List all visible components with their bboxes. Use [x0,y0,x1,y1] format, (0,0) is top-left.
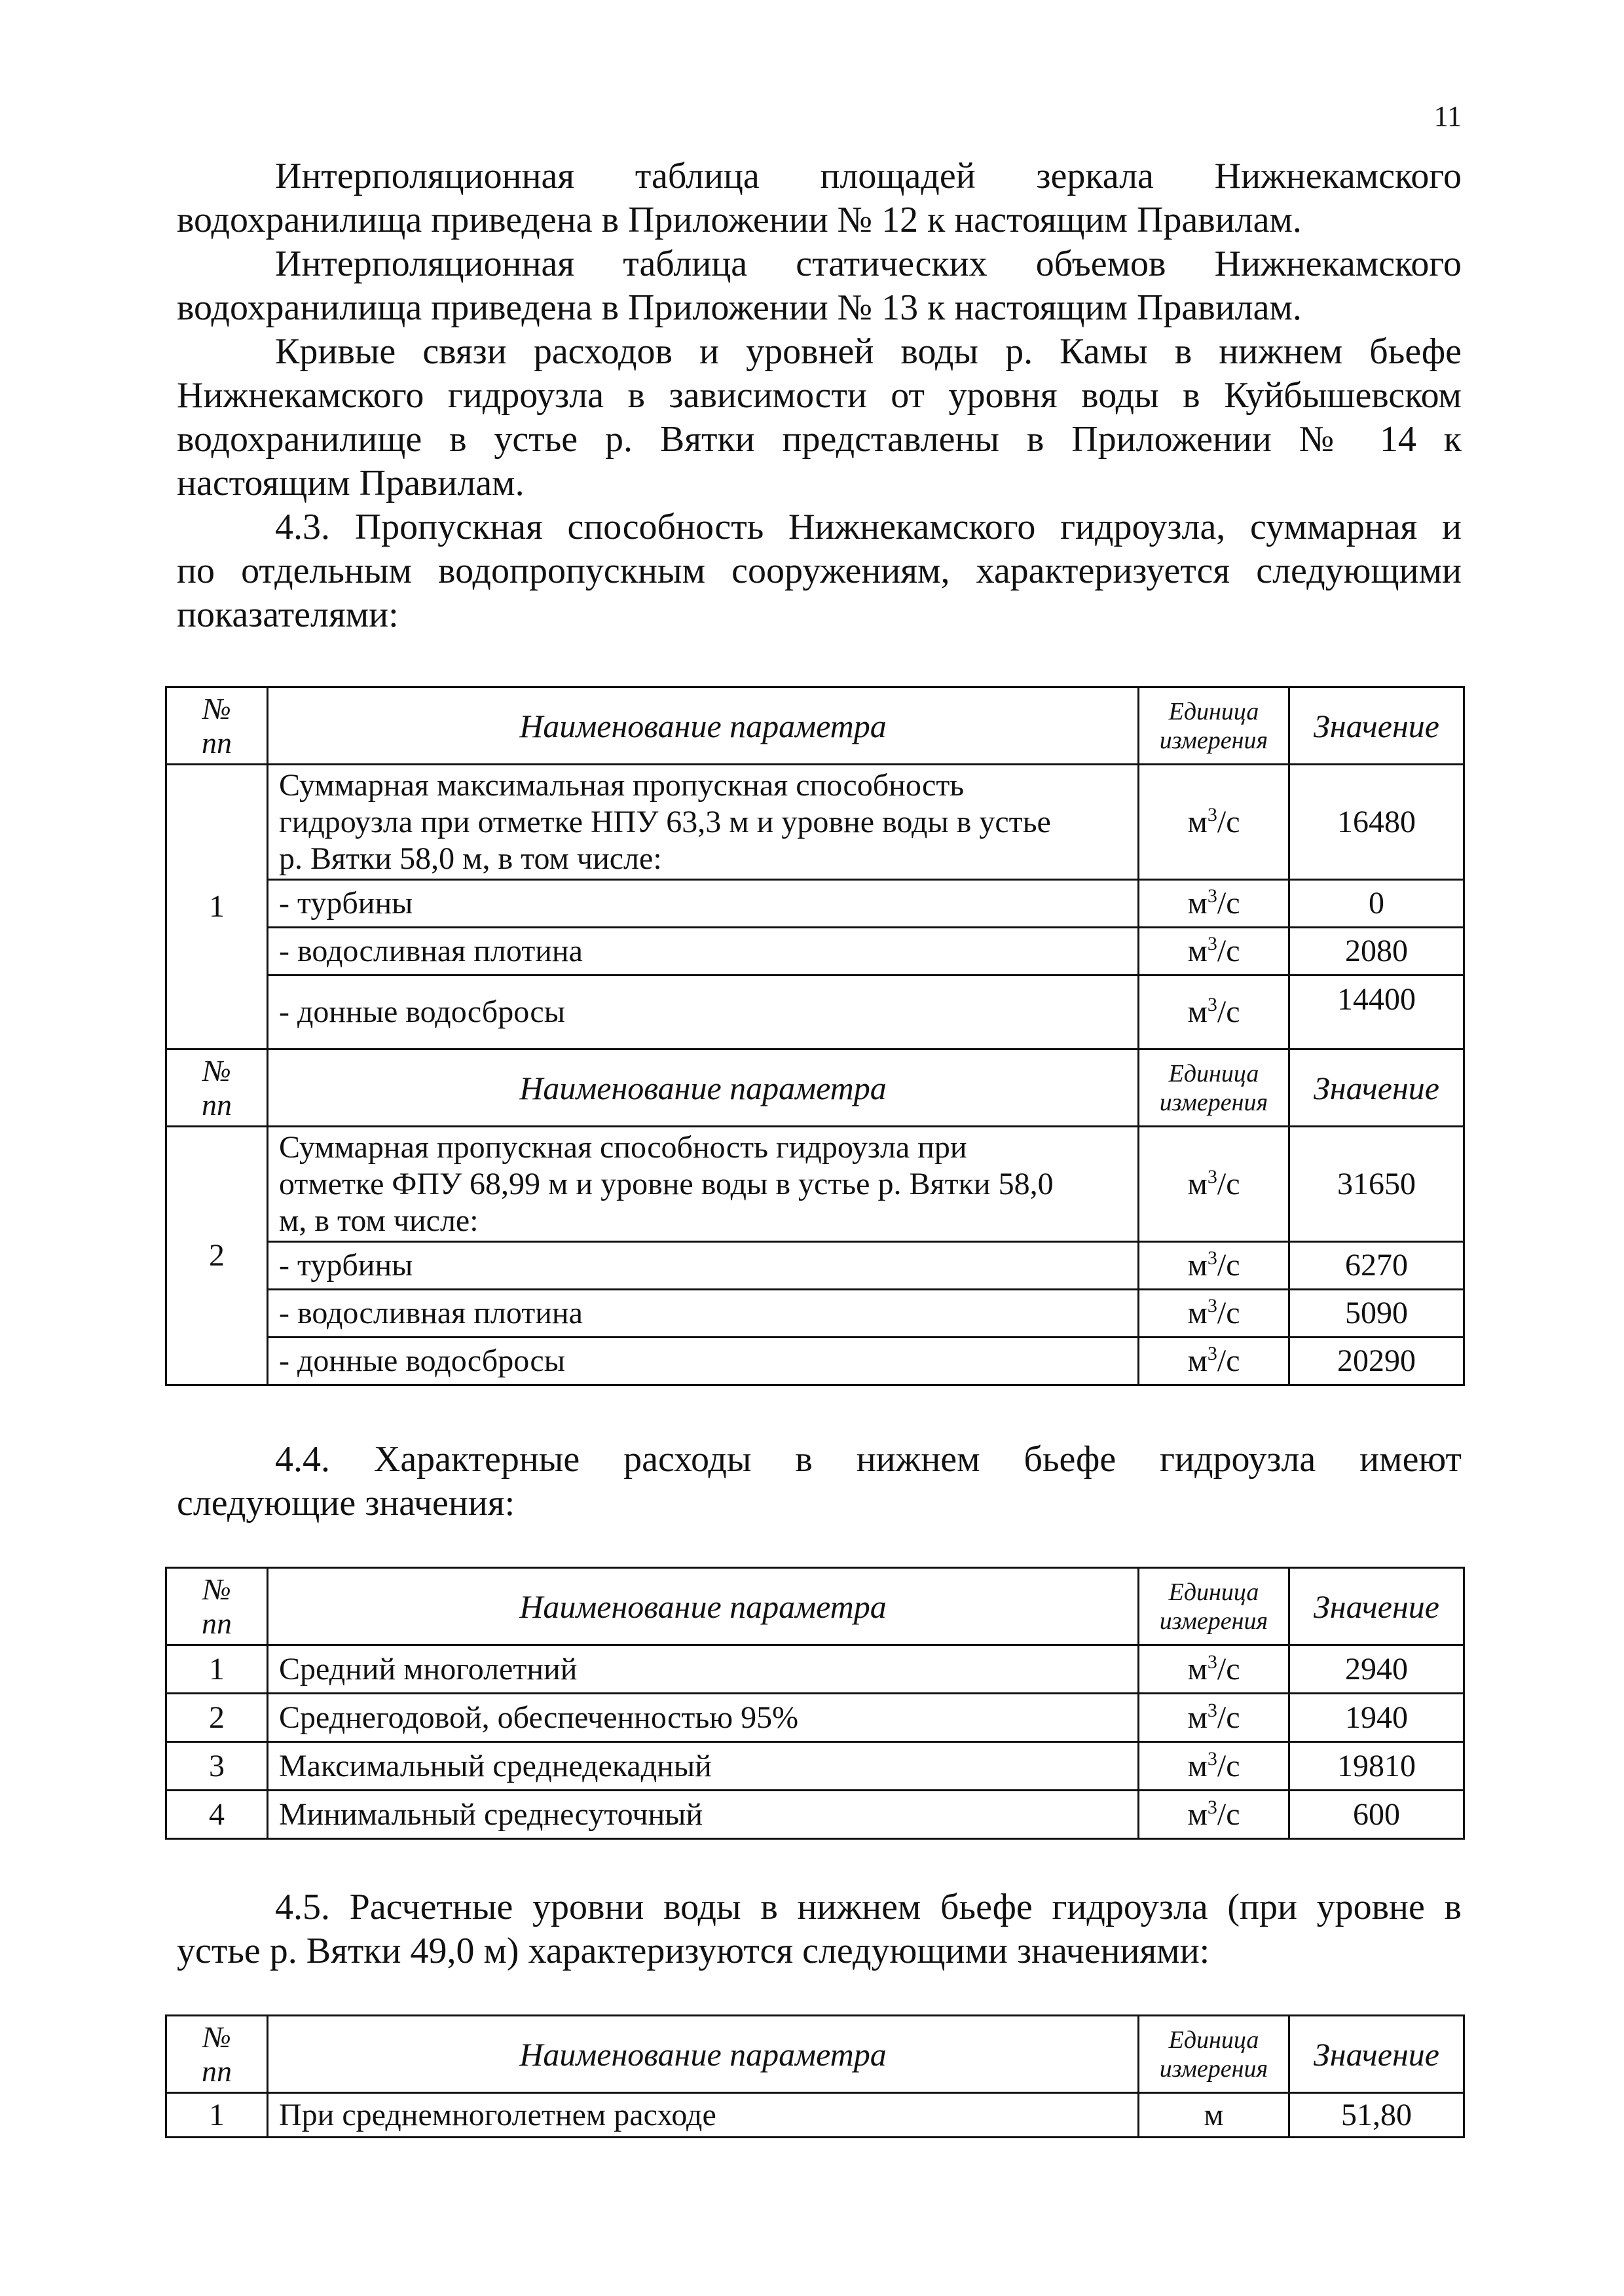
paragraph-static-volume-table [177,242,1462,330]
value-cell: 14400 [1289,975,1464,1049]
row-number: 3 [166,1742,268,1791]
unit-suffix: /с [1217,994,1240,1029]
header-num [166,1049,268,1127]
unit-suffix: /с [1217,1748,1240,1783]
text-line: 4.3. Пропускная способность Нижнекамского гидроузла, суммарная и [275,507,1462,547]
header-value: Значение [1289,687,1464,765]
header-unit-bottom: измерения [1159,1607,1268,1635]
unit-power: 3 [1207,1247,1217,1269]
text-line: следующие значения: [177,1483,515,1523]
header-value: Значение [1289,2016,1464,2093]
unit-power: 3 [1207,994,1217,1015]
param-name: - донные водосбросы [268,975,1139,1049]
value-cell: 16480 [1289,765,1464,880]
design-levels-table [165,2014,1465,2138]
text-line: по отдельным водопропускным сооружениям, характеризуется следующими [177,551,1462,591]
table-row [166,880,1464,928]
row-number: 1 [166,1645,268,1694]
value-cell: 2940 [1289,1645,1464,1694]
unit-base: м [1187,1166,1208,1201]
param-name-line: р. Вятки 58,0 м, в том числе: [279,841,662,876]
unit-power: 3 [1207,1699,1217,1721]
param-name-line: Суммарная пропускная способность гидроузла при [279,1129,967,1165]
table-header-row [166,2016,1464,2093]
unit-base: м [1187,1700,1208,1735]
table-row [166,1791,1464,1839]
header-unit-top: Единица [1168,2026,1259,2054]
table-row [166,1338,1464,1385]
paragraph-rating-curves [177,330,1462,505]
header-num-top: № [202,1572,231,1606]
text-line: настоящим Правилам. [177,463,525,503]
unit-base: м [1187,994,1208,1029]
table-header-row [166,1049,1464,1127]
param-name: Средний многолетний [268,1645,1139,1694]
text-line: 4.5. Расчетные уровни воды в нижнем бьефе гидроузла (при уровне в [275,1887,1462,1927]
unit-suffix: /с [1217,1796,1240,1832]
param-name: - водосливная плотина [268,1290,1139,1338]
unit-cell [1139,1742,1289,1791]
param-name-line: Суммарная максимальная пропускная способность [279,767,965,803]
paragraph-4-4 [177,1438,1462,1525]
unit-cell [1139,1694,1289,1742]
param-name: - водосливная плотина [268,928,1139,975]
unit-power: 3 [1207,803,1217,826]
unit-suffix: /с [1217,804,1240,839]
header-num-top: № [202,691,231,725]
row-number: 1 [166,2093,268,2138]
param-name-line: м, в том числе: [279,1203,479,1238]
value-cell: 0 [1289,880,1464,928]
header-num-bottom: пп [202,725,232,759]
value-cell: 1940 [1289,1694,1464,1742]
header-num [166,1568,268,1645]
header-num-bottom: пп [202,1606,232,1640]
text-line: Интерполяционная таблица статических объемов Нижнекамского [275,244,1462,284]
header-unit-bottom: измерения [1159,2054,1268,2083]
header-unit-top: Единица [1168,1059,1259,1087]
text-line: 4.4. Характерные расходы в нижнем бьефе гидроузла имеют [275,1439,1462,1480]
unit-cell: м [1139,2093,1289,2138]
unit-base: м [1187,1748,1208,1783]
text-line: водохранилище в устье р. Вятки представлены в Приложении № 14 к [177,419,1462,460]
row-number: 4 [166,1791,268,1839]
text-line: Интерполяционная таблица площадей зеркала Нижнекамского [275,156,1462,196]
header-name: Наименование параметра [268,2016,1139,2093]
header-value: Значение [1289,1049,1464,1127]
table-row [166,1127,1464,1242]
param-name: - турбины [268,880,1139,928]
capacity-table [165,686,1465,1386]
paragraph-mirror-area-table [177,155,1462,242]
param-name: Минимальный среднесуточный [268,1791,1139,1839]
param-name: - донные водосбросы [268,1338,1139,1385]
text-line: устье р. Вятки 49,0 м) характеризуются следующими значениями: [177,1931,1210,1971]
unit-cell [1139,1338,1289,1385]
table-row [166,1742,1464,1791]
unit-base: м [1187,886,1208,920]
table-header-row [166,1568,1464,1645]
paragraph-4-3 [177,505,1462,637]
header-unit [1139,1049,1289,1127]
characteristic-flows-table [165,1567,1465,1840]
unit-cell [1139,765,1289,880]
table-row [166,1694,1464,1742]
header-unit-top: Единица [1168,697,1259,725]
unit-suffix: /с [1217,934,1240,968]
unit-suffix: /с [1217,1343,1240,1378]
header-unit-bottom: измерения [1159,1088,1268,1116]
unit-base: м [1187,1248,1208,1283]
header-unit [1139,2016,1289,2093]
header-name: Наименование параметра [268,1049,1139,1127]
unit-power: 3 [1207,1650,1217,1673]
unit-cell [1139,880,1289,928]
header-num-top: № [202,1053,231,1087]
header-unit [1139,687,1289,765]
value-cell: 2080 [1289,928,1464,975]
unit-power: 3 [1207,1343,1217,1364]
value-cell: 5090 [1289,1290,1464,1338]
table-row [166,1290,1464,1338]
unit-base: м [1187,934,1208,968]
row-number: 1 [166,765,268,1049]
param-name: - турбины [268,1242,1139,1290]
unit-base: м [1187,1651,1208,1686]
unit-cell [1139,1242,1289,1290]
value-cell: 600 [1289,1791,1464,1839]
table-row [166,1242,1464,1290]
row-number: 2 [166,1694,268,1742]
page-number: 11 [1433,100,1462,132]
unit-cell [1139,1127,1289,1242]
value-cell: 31650 [1289,1127,1464,1242]
value-cell: 6270 [1289,1242,1464,1290]
unit-cell [1139,1645,1289,1694]
unit-base: м [1187,1796,1208,1832]
header-num [166,687,268,765]
param-name [268,765,1139,880]
unit-cell [1139,975,1289,1049]
unit-base: м [1187,804,1208,839]
header-num-top: № [202,2020,231,2054]
unit-suffix: /с [1217,1248,1240,1283]
paragraph-4-5 [177,1886,1462,1973]
header-num [166,2016,268,2093]
header-num-bottom: пп [202,2054,232,2088]
text-line: Кривые связи расходов и уровней воды р. Камы в нижнем бьефе [275,331,1462,372]
text-line: Нижнекамского гидроузла в зависимости от уровня воды в Куйбышевском [177,375,1462,416]
text-line: водохранилища приведена в Приложении № 13 к настоящим Правилам. [177,287,1302,328]
unit-suffix: /с [1217,1296,1240,1330]
table-row [166,1645,1464,1694]
header-unit [1139,1568,1289,1645]
text-line: водохранилища приведена в Приложении № 12 к настоящим Правилам. [177,200,1302,240]
unit-suffix: /с [1217,1651,1240,1686]
header-unit-bottom: измерения [1159,726,1268,754]
unit-power: 3 [1207,1796,1217,1818]
param-name: Среднегодовой, обеспеченностью 95% [268,1694,1139,1742]
table-row [166,928,1464,975]
header-unit-top: Единица [1168,1578,1259,1606]
param-name: При среднемноголетнем расходе [268,2093,1139,2138]
unit-suffix: /с [1217,886,1240,920]
param-name: Максимальный среднедекадный [268,1742,1139,1791]
table-header-row [166,687,1464,765]
table-row [166,2093,1464,2138]
unit-cell [1139,1791,1289,1839]
header-value: Значение [1289,1568,1464,1645]
header-name: Наименование параметра [268,687,1139,765]
row-number: 2 [166,1127,268,1385]
unit-power: 3 [1207,1165,1217,1188]
unit-suffix: /с [1217,1166,1240,1201]
unit-cell [1139,1290,1289,1338]
unit-base: м [1187,1296,1208,1330]
param-name-line: отметке ФПУ 68,99 м и уровне воды в устье р. Вятки 58,0 [279,1166,1054,1201]
value-cell: 51,80 [1289,2093,1464,2138]
text-line: показателями: [177,594,399,635]
value-cell: 20290 [1289,1338,1464,1385]
header-name: Наименование параметра [268,1568,1139,1645]
value-cell: 19810 [1289,1742,1464,1791]
param-name [268,1127,1139,1242]
unit-base: м [1187,1343,1208,1378]
unit-cell [1139,928,1289,975]
unit-power: 3 [1207,933,1217,955]
unit-suffix: /с [1217,1700,1240,1735]
param-name-line: гидроузла при отметке НПУ 63,3 м и уровне воды в устье [279,804,1051,839]
header-num-bottom: пп [202,1087,232,1121]
table-row [166,975,1464,1049]
unit-power: 3 [1207,885,1217,907]
unit-power: 3 [1207,1295,1217,1317]
table-row [166,765,1464,880]
unit-power: 3 [1207,1747,1217,1770]
